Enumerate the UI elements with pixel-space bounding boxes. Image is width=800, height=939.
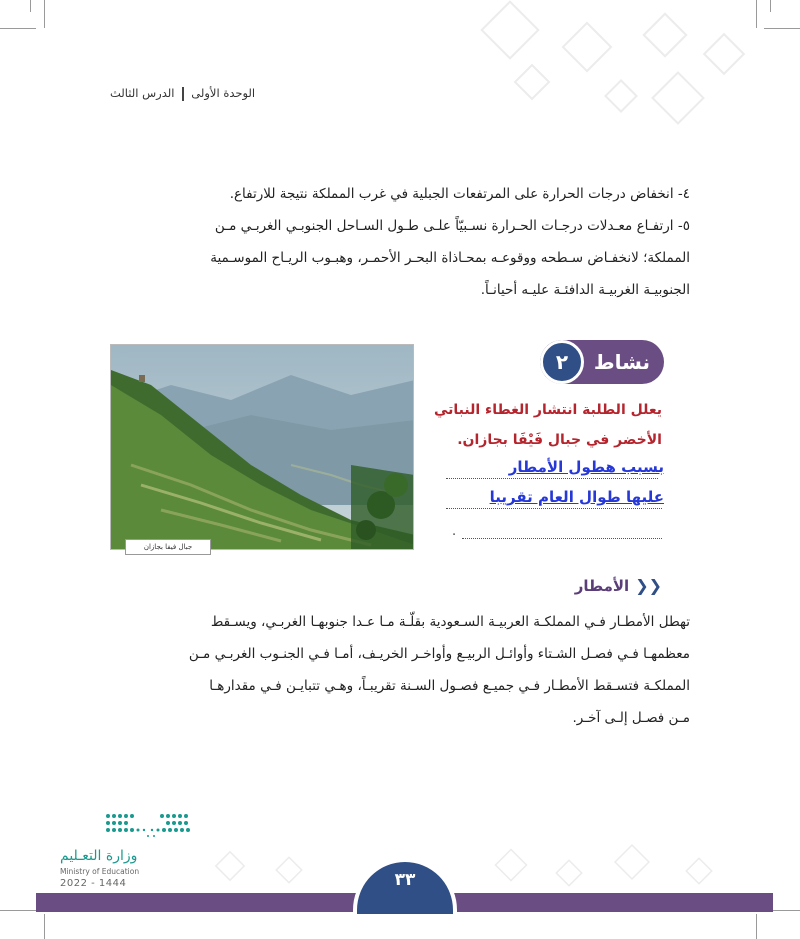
section-line: معظمهـا فـي فصـل الشـتاء وأوائـل الربيـع وأواخـر الخريـف، أمـا فـي الجنـوب الغربـي مـن <box>188 646 690 662</box>
edition-year: 2022 - 1444 <box>60 878 127 889</box>
activity-label: نشاط <box>593 350 650 374</box>
section-line: المملكـة فتسـقط الأمطـار فـي جميـع فصـول السـنة تقريبـاً، وهـي تتبايـن فـي مقدارهـا <box>209 678 690 694</box>
section-line: تهطل الأمطـار فـي المملكـة العربيـة السـعودية بقلّـة مـا عـدا جنوبهـا الغربـي، ويسـقط <box>210 614 690 630</box>
unit-label: الوحدة الأولى <box>191 86 256 100</box>
answer-dotted-line <box>446 478 658 479</box>
crop-mark <box>756 914 757 939</box>
activity-question-line: يعلل الطلبة انتشار الغطاء النباتي <box>434 402 662 418</box>
double-chevron-icon: ❮❮ <box>635 576 662 595</box>
crop-mark <box>0 910 36 911</box>
crop-mark <box>44 914 45 939</box>
crop-mark <box>44 0 45 28</box>
photo-caption: جبال فيفا بجازان <box>125 539 211 555</box>
page-number: ٣٣ <box>353 858 457 918</box>
ministry-logo-icon <box>104 812 196 842</box>
crop-mark <box>0 28 36 29</box>
answer-dotted-line <box>446 508 662 509</box>
crop-mark <box>770 0 771 12</box>
crop-mark <box>30 0 31 12</box>
page-header <box>110 86 255 101</box>
intro-line: ٤- انخفاض درجات الحرارة على المرتفعات الجبلية في غرب المملكة نتيجة للارتفاع. <box>229 186 690 202</box>
activity-number: ٢ <box>540 340 584 384</box>
section-body <box>110 606 690 734</box>
intro-line: المملكة؛ لانخفـاض سـطحه ووقوعـه بمحـاذاة البحـر الأحمـر، وهبـوب الريـاح الموسـمية <box>210 250 690 266</box>
decorative-pattern <box>460 0 760 130</box>
handwritten-answer[interactable]: بسبب هطول الأمطار <box>508 458 664 476</box>
section-heading <box>575 576 662 595</box>
answer-end-mark: . <box>452 524 457 539</box>
section-title: الأمطار <box>574 577 630 595</box>
ministry-name-arabic: وزارة التعـليم <box>60 848 138 864</box>
answer-dotted-line <box>462 538 662 539</box>
header-separator <box>182 87 184 101</box>
intro-points <box>110 178 690 306</box>
handwritten-answer[interactable]: عليها طوال العام تقريبا <box>489 488 664 506</box>
mountain-photo <box>110 344 414 550</box>
lesson-label: الدرس الثالث <box>110 86 175 100</box>
activity-badge <box>540 340 664 384</box>
intro-line: الجنوبيـة الغربيـة الدافئـة عليـه أحيانـاً. <box>480 282 690 298</box>
intro-line: ٥- ارتفـاع معـدلات درجـات الحـرارة نسـبيّاً علـى طـول السـاحل الجنوبـي الغربـي مـن <box>214 218 690 234</box>
crop-mark <box>764 28 800 29</box>
activity-question-line: الأخضر في جبال فَيْفَا بجازان. <box>457 432 662 448</box>
ministry-name-english: Ministry of Education <box>60 867 140 876</box>
footer-pattern <box>200 836 760 896</box>
section-line: مـن فصـل إلـى آخـر. <box>572 710 690 726</box>
